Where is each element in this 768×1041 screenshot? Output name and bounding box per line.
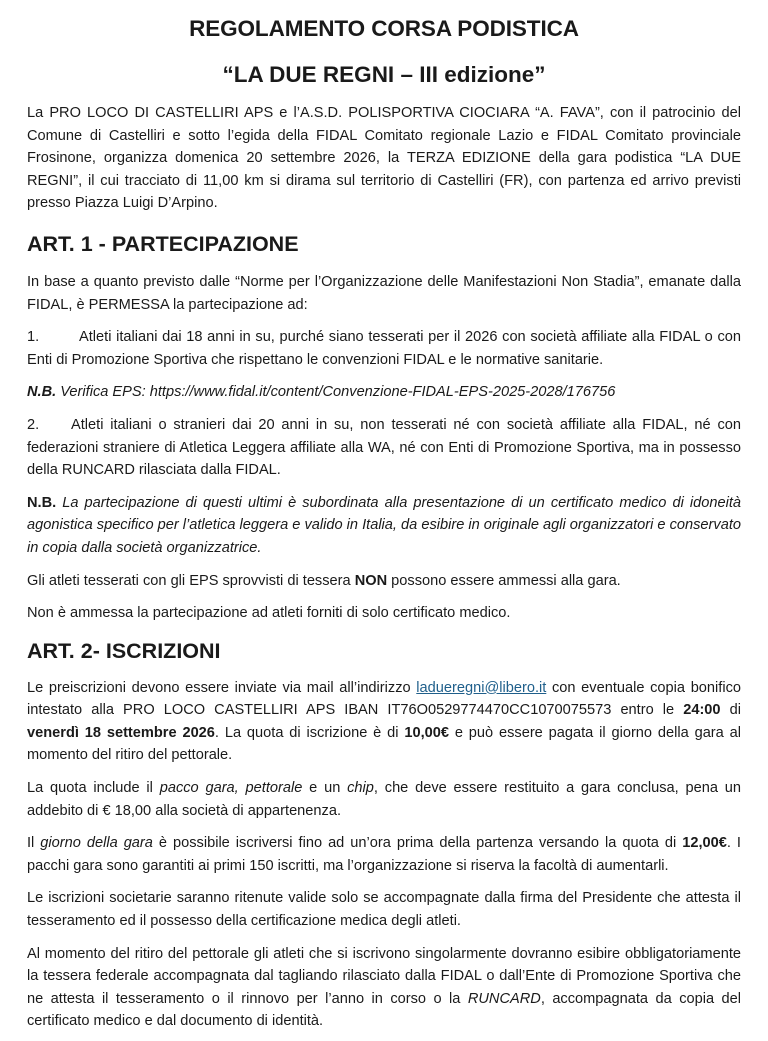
art1-item-1-text: Atleti italiani dai 18 anni in su, purché siano tesserati per il 2026 con società affiliate alla FIDAL o con Enti di Promozione Sportiva che rispettano le convenzioni FIDAL e le normative sanitarie. (27, 329, 741, 368)
text-italic: pacco gara, pettorale (159, 780, 303, 797)
eps-note-text: Gli atleti tesserati con gli EPS sprovvisti di tessera (27, 572, 355, 589)
art1-nb-eps (27, 381, 741, 404)
nb-eps-text: Verifica EPS: https://www.fidal.it/content/Convenzione-FIDAL-EPS-2025-2028/176756 (56, 384, 616, 401)
document-title: REGOLAMENTO CORSA PODISTICA (189, 16, 579, 41)
art1-certificate-note: Non è ammessa la partecipazione ad atleti forniti di solo certificato medico. (27, 605, 511, 622)
art1-item-2-number: 2. (27, 416, 40, 433)
art2-fee-includes (27, 777, 741, 822)
nb-runcard-text: La partecipazione di questi ultimi è subordinata alla presentazione di un certificato medico di idoneità agonistica specifico per l’atletica leggera e valido in Italia, da esibire in originale agli organizzatori e conservato in copia dalla società organizzatrice. (27, 494, 741, 556)
nb-label: N.B. (27, 494, 57, 511)
art1-eps-note (27, 570, 741, 593)
art1-item-1-number: 1. (27, 329, 40, 346)
art2-race-day (27, 832, 741, 877)
text: con eventuale copia bonifico intestato alla PRO LOCO CASTELLIRI APS IBAN IT76O0529774470CC1070075573 entro le (27, 679, 741, 719)
art1-heading: ART. 1 - PARTECIPAZIONE (27, 231, 299, 256)
text: è possibile iscriversi fino ad un’ora prima della partenza versando la quota di (152, 835, 683, 852)
text-italic: chip (347, 780, 374, 797)
text: e un (302, 780, 348, 797)
fee-amount: 12,00€ (682, 835, 727, 852)
art2-team-registrations: Le iscrizioni societarie saranno ritenute valide solo se accompagnate dalla firma del Presidente che attesta il tesseramento ed il possesso della certificazione medica degli atleti. (27, 890, 741, 930)
eps-note-emphasis: NON (354, 572, 388, 589)
deadline-time: 24:00 (683, 702, 721, 719)
text: , che deve essere restituito a gara conclusa, pena un addebito di € 18,00 alla società di appartenenza. (27, 780, 742, 819)
art2-heading: ART. 2- ISCRIZIONI (27, 638, 221, 663)
text: . I pacchi gara sono garantiti ai primi 150 iscritti, ma l’organizzazione si riserva la facoltà di aumentarli. (27, 835, 741, 874)
eps-note-text-end: possono essere ammessi alla gara. (387, 572, 621, 589)
art1-lead: In base a quanto previsto dalle “Norme per l’Organizzazione delle Manifestazioni Non Stadia”, emanate dalla FIDAL, è PERMESSA la partecipazione ad: (27, 273, 741, 313)
text: La quota include il (27, 780, 160, 797)
text: Il (27, 835, 41, 852)
intro-paragraph: La PRO LOCO DI CASTELLIRI APS e l’A.S.D. POLISPORTIVA CIOCIARA “A. FAVA”, con il patrocinio del Comune di Castelliri e sotto l’egida della FIDAL Comitato regionale Lazio e FIDAL Comitato provinciale Frosinone, organizza domenica 20 settembre 2026, la TERZA EDIZIONE della gara podistica “LA DUE REGNI”, il cui tracciato di 11,00 km si dirama sul territorio di Castelliri (FR), con partenza ed arrivo previsti presso Piazza Luigi D’Arpino. (27, 105, 741, 212)
text-italic: giorno della gara (40, 835, 153, 852)
email-link[interactable]: ladueregni@libero.it (416, 679, 547, 696)
text: Le preiscrizioni devono essere inviate via mail all’indirizzo (27, 679, 417, 696)
art1-item-2-text: Atleti italiani o stranieri dai 20 anni in su, non tesserati né con società affiliate alla FIDAL, né con federazioni straniere di Atletica Leggera affiliate alla WA, né con Enti di Promozione Sportiva, ma in possesso della RUNCARD rilasciata dalla FIDAL. (27, 416, 741, 479)
text: , accompagnata da copia del certificato medico e dal documento di identità. (27, 990, 742, 1030)
document-subtitle: “LA DUE REGNI – III edizione” (222, 62, 546, 87)
art1-nb-runcard (27, 492, 741, 560)
fee-amount: 10,00€ (404, 724, 449, 741)
text: di (720, 702, 741, 719)
art2-bib-pickup (27, 943, 741, 1033)
text-italic: RUNCARD (467, 990, 541, 1007)
deadline-date: venerdì 18 settembre 2026 (27, 724, 215, 741)
art2-preregistration (27, 677, 741, 767)
text: . La quota di iscrizione è di (214, 724, 405, 741)
nb-label: N.B. (27, 384, 57, 401)
text: Al momento del ritiro del pettorale gli atleti che si iscrivono singolarmente dovranno esibire obbligatoriamente la tessera federale accompagnata dal tagliando rilasciato dalla FIDAL o dall’Ente di Promozione Sportiva che ne attesta il tesseramento o il rinnovo per l’anno in corso o la (27, 945, 741, 1007)
art1-item-2 (27, 414, 741, 482)
text: e può essere pagata il giorno della gara al momento del ritiro del pettorale. (27, 724, 741, 764)
art1-item-1 (27, 326, 741, 371)
